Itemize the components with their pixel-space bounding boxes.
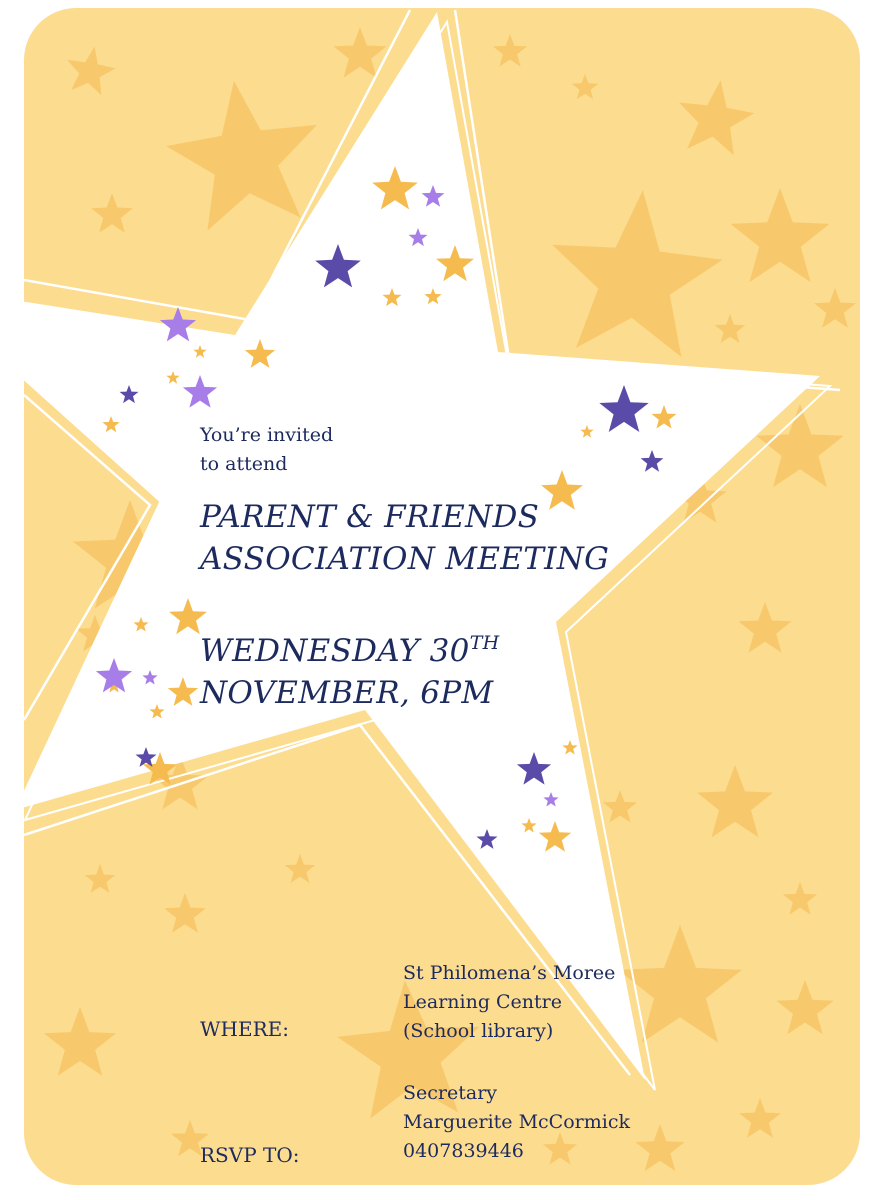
rsvp-label: RSVP TO: — [200, 1143, 300, 1167]
rsvp-line-2: Marguerite McCormick — [403, 1111, 630, 1133]
venue-details — [403, 959, 615, 1046]
meeting-title — [200, 496, 609, 580]
venue-line-2: Learning Centre — [403, 991, 563, 1013]
intro-line-1: You’re invited — [200, 424, 334, 446]
date-line-1 — [200, 630, 500, 672]
rsvp-line-1: Secretary — [403, 1082, 498, 1104]
date-day: WEDNESDAY 30 — [200, 633, 470, 669]
invitation-intro — [200, 421, 333, 479]
title-line-1: PARENT & FRIENDS — [200, 499, 540, 535]
rsvp-details — [403, 1079, 630, 1166]
date-line-2: NOVEMBER, 6PM — [200, 675, 494, 711]
intro-line-2: to attend — [200, 453, 288, 475]
venue-line-1: St Philomena’s Moree — [403, 962, 616, 984]
where-label: WHERE: — [200, 1017, 289, 1041]
title-line-2: ASSOCIATION MEETING — [200, 541, 610, 577]
meeting-date — [200, 630, 500, 714]
venue-line-3: (School library) — [403, 1020, 554, 1042]
rsvp-line-3: 0407839446 — [403, 1140, 524, 1162]
date-suffix: TH — [469, 632, 500, 654]
